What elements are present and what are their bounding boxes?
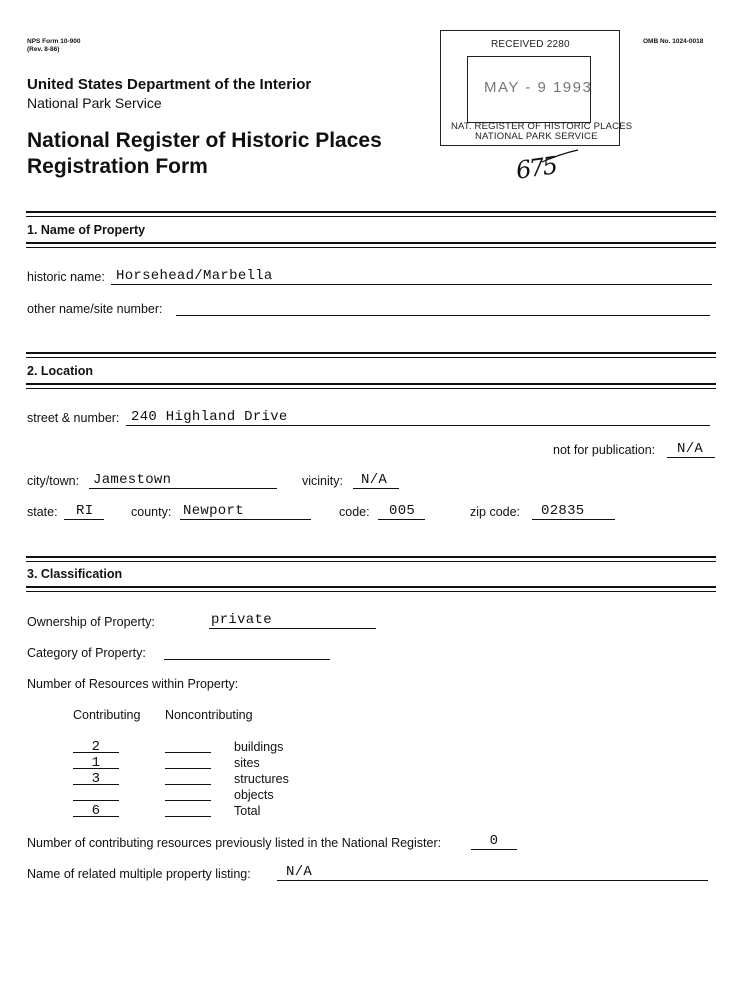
form-title-line1: National Register of Historic Places bbox=[27, 129, 382, 152]
county-value[interactable]: Newport bbox=[183, 503, 244, 519]
ownership-value[interactable]: private bbox=[211, 612, 272, 628]
resource-contributing-structures[interactable]: 3 bbox=[91, 771, 101, 787]
received-stamp bbox=[440, 30, 633, 146]
resource-contributing-line bbox=[73, 752, 119, 753]
section1-top-rule bbox=[26, 211, 716, 217]
resource-contributing-line bbox=[73, 816, 119, 817]
stamp-date-box bbox=[467, 56, 591, 123]
previously-listed-line bbox=[471, 849, 517, 850]
omb-number: OMB No. 1024-0018 bbox=[643, 38, 704, 45]
street-value[interactable]: 240 Highland Drive bbox=[131, 409, 288, 425]
handwritten-note: 675 bbox=[514, 151, 558, 185]
category-line bbox=[164, 659, 330, 660]
state-value[interactable]: RI bbox=[76, 503, 94, 519]
resource-type-buildings: buildings bbox=[234, 740, 284, 754]
resource-contributing-line bbox=[73, 800, 119, 801]
city-value[interactable]: Jamestown bbox=[93, 472, 172, 488]
city-line bbox=[89, 488, 277, 489]
resource-contributing-line bbox=[73, 768, 119, 769]
historic-name-line bbox=[111, 284, 712, 285]
col-noncontributing-header: Noncontributing bbox=[165, 708, 253, 722]
form-title-line2: Registration Form bbox=[27, 155, 208, 178]
resource-noncontributing-line bbox=[165, 816, 211, 817]
resource-type-objects: objects bbox=[234, 788, 274, 802]
form-number: NPS Form 10-900 bbox=[27, 38, 81, 45]
col-contributing-header: Contributing bbox=[73, 708, 141, 722]
resource-type-structures: structures bbox=[234, 772, 289, 786]
previously-listed-label: Number of contributing resources previously listed in the National Register: bbox=[27, 836, 442, 850]
code-label: code: bbox=[339, 505, 370, 519]
section2-top-rule bbox=[26, 352, 716, 358]
resource-type-sites: sites bbox=[234, 756, 260, 770]
stamp-received: RECEIVED 2280 bbox=[491, 39, 570, 50]
previously-listed-value[interactable]: 0 bbox=[489, 833, 499, 849]
state-label: state: bbox=[27, 505, 58, 519]
street-label: street & number: bbox=[27, 411, 120, 425]
vicinity-line bbox=[353, 488, 399, 489]
code-value[interactable]: 005 bbox=[389, 503, 416, 519]
ownership-line bbox=[209, 628, 376, 629]
section2-heading: 2. Location bbox=[27, 364, 93, 378]
street-line bbox=[126, 425, 710, 426]
vicinity-label: vicinity: bbox=[302, 474, 343, 488]
multiple-listing-line bbox=[277, 880, 708, 881]
zip-label: zip code: bbox=[470, 505, 521, 519]
resources-label: Number of Resources within Property: bbox=[27, 677, 239, 691]
state-line bbox=[64, 519, 104, 520]
not-for-publication-label: not for publication: bbox=[553, 443, 656, 457]
resource-contributing-total[interactable]: 6 bbox=[91, 803, 101, 819]
county-label: county: bbox=[131, 505, 172, 519]
section3-top-rule bbox=[26, 556, 716, 562]
zip-line bbox=[532, 519, 615, 520]
resource-type-total: Total bbox=[234, 804, 261, 818]
multiple-listing-label: Name of related multiple property listing: bbox=[27, 867, 251, 881]
section2-bottom-rule bbox=[26, 383, 716, 389]
code-line bbox=[378, 519, 425, 520]
section3-bottom-rule bbox=[26, 586, 716, 592]
resource-contributing-buildings[interactable]: 2 bbox=[91, 739, 101, 755]
stamp-register-line1: NAT. REGISTER OF HISTORIC PLACES bbox=[451, 121, 633, 132]
city-label: city/town: bbox=[27, 474, 80, 488]
not-for-publication-line bbox=[667, 457, 715, 458]
historic-name-value[interactable]: Horsehead/Marbella bbox=[116, 268, 273, 284]
resource-contributing-sites[interactable]: 1 bbox=[91, 755, 101, 771]
multiple-listing-value[interactable]: N/A bbox=[286, 864, 313, 880]
resource-contributing-line bbox=[73, 784, 119, 785]
stamp-register-line2: NATIONAL PARK SERVICE bbox=[475, 131, 598, 142]
resource-noncontributing-line bbox=[165, 784, 211, 785]
resource-noncontributing-line bbox=[165, 752, 211, 753]
section1-bottom-rule bbox=[26, 242, 716, 248]
stamp-date: MAY - 9 1993 bbox=[484, 79, 593, 96]
handwritten-stroke bbox=[540, 148, 580, 164]
section1-heading: 1. Name of Property bbox=[27, 223, 146, 237]
vicinity-value[interactable]: N/A bbox=[361, 472, 388, 488]
ownership-label: Ownership of Property: bbox=[27, 615, 155, 629]
not-for-publication-value[interactable]: N/A bbox=[677, 441, 704, 457]
agency-name: National Park Service bbox=[27, 95, 162, 111]
resource-noncontributing-line bbox=[165, 768, 211, 769]
other-name-label: other name/site number: bbox=[27, 302, 163, 316]
zip-value[interactable]: 02835 bbox=[541, 503, 585, 519]
category-label: Category of Property: bbox=[27, 646, 146, 660]
resource-noncontributing-line bbox=[165, 800, 211, 801]
county-line bbox=[180, 519, 311, 520]
other-name-line bbox=[176, 315, 710, 316]
section3-heading: 3. Classification bbox=[27, 567, 123, 581]
historic-name-label: historic name: bbox=[27, 270, 105, 284]
form-revision: (Rev. 8-86) bbox=[27, 46, 60, 53]
department-name: United States Department of the Interior bbox=[27, 76, 312, 93]
